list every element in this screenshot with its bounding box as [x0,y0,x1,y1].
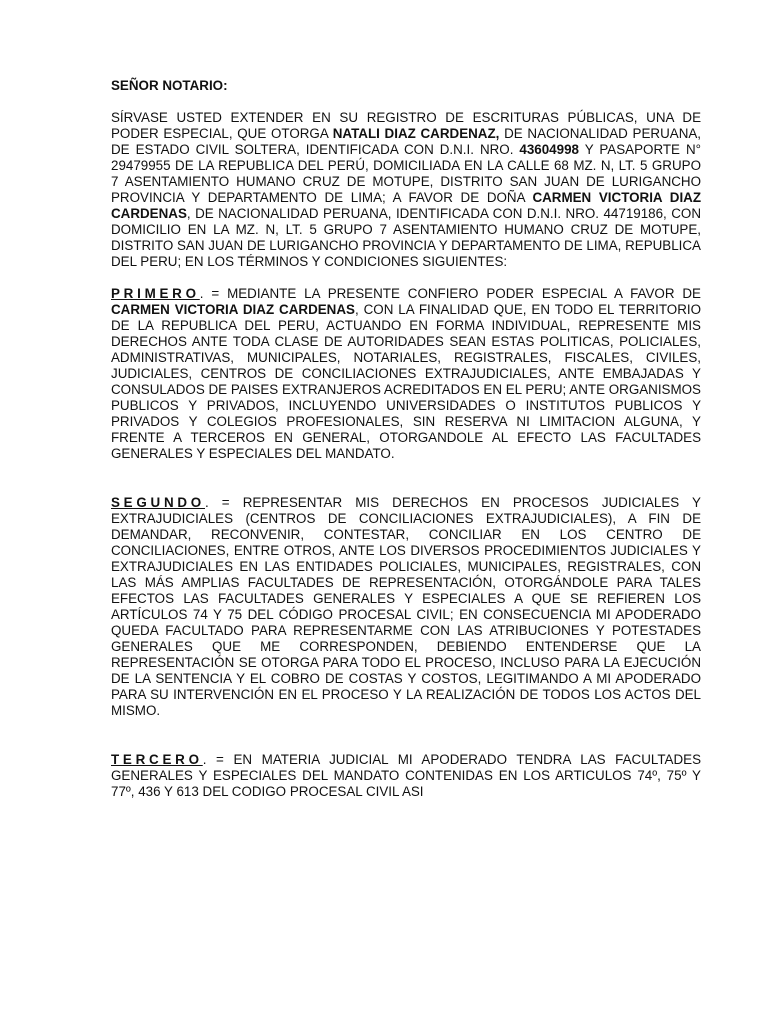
clause-segundo [111,495,701,719]
clause-segundo-text: . = REPRESENTAR MIS DERECHOS EN PROCESOS JUDICIALES Y EXTRAJUDICIALES (CENTROS DE CONCILIACIONES EXTRAJUDICIALES), A FIN DE DEMANDAR, RECONVENIR, CONTESTAR, CONCILIAR EN LOS CENTRO DE CONCILIACIONES, ENTRE OTROS, ANTE LOS DIVERSOS PROCEDIMIENTOS JUDICIALES Y EXTRAJUDICIALES EN LAS ENTIDADES POLICIALES, MUNICIPALES, REGISTRALES, CON LAS MÁS AMPLIAS FACULTADES DE REPRESENTACIÓN, OTORGÁNDOLE PARA TALES EFECTOS LAS FACULTADES GENERALES Y ESPECIALES A QUE SE REFIEREN LOS ARTÍCULOS 74 Y 75 DEL CÓDIGO PROCESAL CIVIL; EN CONSECUENCIA MI APODERADO QUEDA FACULTADO PARA REPRESENTARME CON LAS ATRIBUCIONES Y POTESTADES GENERALES QUE ME CORRESPONDEN, DEBIENDO ENTENDERSE QUE LA REPRESENTACIÓN SE OTORGA PARA TODO EL PROCESO, INCLUSO PARA LA EJECUCIÓN DE LA SENTENCIA Y EL COBRO DE COSTAS Y COSTOS, LEGITIMANDO A MI APODERADO PARA SU INTERVENCIÓN EN EL PROCESO Y LA REALIZACIÓN DE TODOS LOS ACTOS DEL MISMO. [111,495,701,718]
clause-primero [111,286,701,462]
attorney-name: CARMEN VICTORIA DIAZ CARDENAS [111,190,702,221]
clause-tercero-label: TERCERO [111,752,203,767]
clause-primero-text: , CON LA FINALIDAD QUE, EN TODO EL TERRITORIO DE LA REPUBLICA DEL PERU, ACTUANDO EN FORMA INDIVIDUAL, REPRESENTE MIS DERECHOS ANTE TODA CLASE DE AUTORIDADES SEAN ESTAS POLITICAS, POLICIALES, ADMINISTRATIVAS, MUNICIPALES, NOTARIALES, REGISTRALES, FISCALES, CIVILES, JUDICIALES, CENTROS DE CONCILIACIONES EXTRAJUDICIALES, ANTE EMBAJADAS Y CONSULADOS DE PAISES EXTRANJEROS ACREDITADOS EN EL PERU; ANTE ORGANISMOS PUBLICOS Y PRIVADOS, INCLUYENDO UNIVERSIDADES O INSTITUTOS PUBLICOS Y PRIVADOS Y COLEGIOS PROFESIONALES, SIN RESERVA NI LIMITACION ALGUNA, Y FRENTE A TERCEROS EN GENERAL, OTORGANDOLE AL EFECTO LAS FACULTADES GENERALES Y ESPECIALES DEL MANDATO. [111,302,702,461]
intro-text: DE NACIONALIDAD PERUANA, DE ESTADO CIVIL SOLTERA, IDENTIFICADA CON D.N.I. NRO. [111,126,702,157]
intro-text: SÍRVASE USTED EXTENDER EN SU REGISTRO DE ESCRITURAS PÚBLICAS, UNA DE PODER ESPECIAL, QUE OTORGA [111,110,701,141]
clause-tercero-text: . = EN MATERIA JUDICIAL MI APODERADO TENDRA LAS FACULTADES GENERALES Y ESPECIALES DEL MANDATO CONTENIDAS EN LOS ARTICULOS 74º, 75º Y 77º, 436 Y 613 DEL CODIGO PROCESAL CIVIL ASI [111,752,701,799]
grantor-dni: 43604998 [519,142,579,157]
document-heading: SEÑOR NOTARIO: [111,78,228,93]
intro-text: Y PASAPORTE N° 29479955 DE LA REPUBLICA DEL PERÚ, DOMICILIADA EN LA CALLE 68 MZ. N, LT. 5 GRUPO 7 ASENTAMIENTO HUMANO CRUZ DE MOTUPE, DISTRITO SAN JUAN DE LURIGANCHO PROVINCIA Y DEPARTAMENTO DE LIMA; A FAVOR DE DOÑA [111,142,701,205]
intro-text: , DE NACIONALIDAD PERUANA, IDENTIFICADA CON D.N.I. NRO. 44719186, CON DOMICILIO EN LA MZ. N, LT. 5 GRUPO 7 ASENTAMIENTO HUMANO CRUZ DE MOTUPE, DISTRITO SAN JUAN DE LURIGANCHO PROVINCIA Y DEPARTAMENTO DE LIMA, REPUBLICA DEL PERU; EN LOS TÉRMINOS Y CONDICIONES SIGUIENTES: [111,206,701,269]
clause-primero-label: PRIMERO [111,286,200,301]
intro-paragraph [111,110,701,270]
document-page [111,78,701,800]
clause-primero-name: CARMEN VICTORIA DIAZ CARDENAS [111,302,355,317]
clause-tercero [111,752,701,800]
clause-primero-text: . = MEDIANTE LA PRESENTE CONFIERO PODER ESPECIAL A FAVOR DE [199,286,701,301]
grantor-name: NATALI DIAZ CARDENAZ, [332,126,500,141]
clause-segundo-label: SEGUNDO [111,495,205,510]
